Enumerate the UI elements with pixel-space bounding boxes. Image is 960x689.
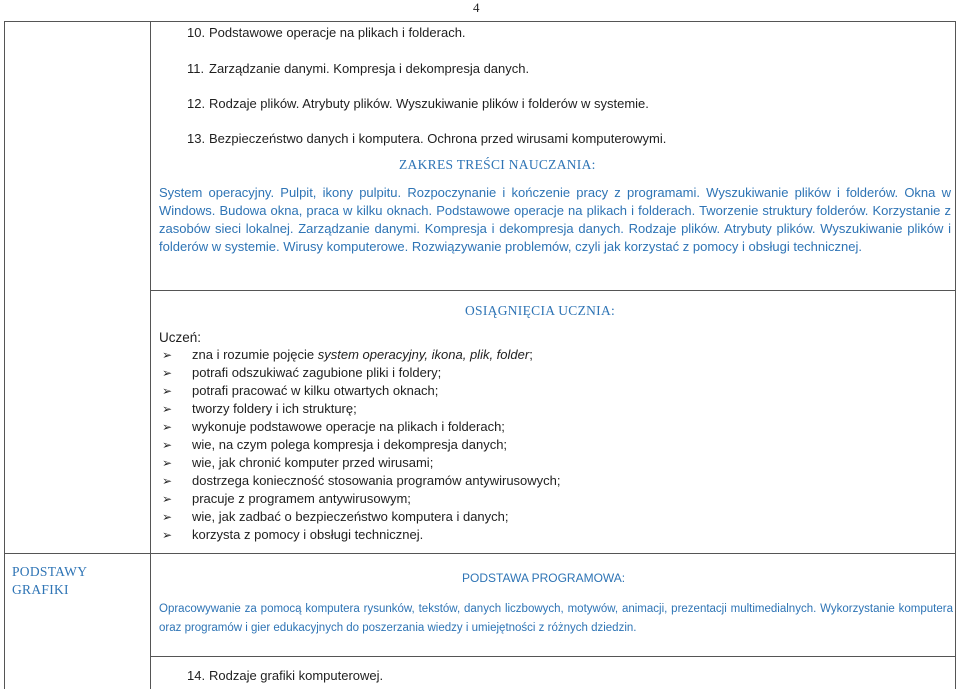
table-left-border bbox=[4, 21, 5, 689]
section-label-line: PODSTAWY bbox=[12, 564, 88, 579]
scope-heading: ZAKRES TREŚCI NAUCZANIA: bbox=[399, 157, 596, 172]
topic-item: 13. Bezpieczeństwo danych i komputera. Ochrona przed wirusami komputerowymi. bbox=[187, 131, 667, 146]
arrow-bullet-icon: ➢ bbox=[162, 438, 173, 452]
arrow-bullet-icon: ➢ bbox=[162, 348, 173, 362]
table-column-divider bbox=[150, 21, 151, 689]
table-top-border bbox=[4, 21, 956, 22]
achievement-item: ➢ wie, na czym polega kompresja i dekompresja danych; bbox=[162, 437, 508, 452]
arrow-bullet-icon: ➢ bbox=[162, 384, 173, 398]
topic-item: 14. Rodzaje grafiki komputerowej. bbox=[187, 668, 384, 683]
achievement-item: ➢ potrafi odszukiwać zagubione pliki i foldery; bbox=[162, 365, 442, 380]
arrow-bullet-icon: ➢ bbox=[162, 456, 173, 470]
program-heading: PODSTAWA PROGRAMOWA: bbox=[462, 571, 626, 585]
achievements-heading: OSIĄGNIĘCIA UCZNIA: bbox=[465, 303, 616, 318]
scope-text: System operacyjny. Pulpit, ikony pulpitu. Rozpoczynanie i kończenie pracy z programami. Wyszukiwanie plików i folderów. Okna w Windows. Budowa okna, praca w kilku oknach. Podstawowe operacje na plikach i folderach. Tworzenie struktury folderów. Korzystanie z zasobów sieci lokalnej. Zarządzanie danymi. Kompresja i dekompresja danych. Rodzaje plików. Atrybuty plików. Wyszukiwanie plików i folderów w systemie. Wirusy komputerowe. Rozwiązywanie problemów, czyli jak korzystać z pomocy i obsługi technicznej. bbox=[159, 185, 951, 254]
student-label: Uczeń: bbox=[159, 330, 202, 345]
achievement-item: ➢ wie, jak chronić komputer przed wirusami; bbox=[162, 455, 434, 470]
arrow-bullet-icon: ➢ bbox=[162, 420, 173, 434]
arrow-bullet-icon: ➢ bbox=[162, 510, 173, 524]
topic-item: 10. Podstawowe operacje na plikach i folderach. bbox=[187, 25, 466, 40]
achievement-item: ➢ zna i rozumie pojęcie system operacyjny, ikona, plik, folder; bbox=[162, 347, 533, 362]
table-right-border bbox=[955, 21, 956, 689]
arrow-bullet-icon: ➢ bbox=[162, 366, 173, 380]
achievement-item: ➢ wie, jak zadbać o bezpieczeństwo komputera i danych; bbox=[162, 509, 509, 524]
page-number: 4 bbox=[473, 0, 480, 15]
program-text: Opracowywanie za pomocą komputera rysunków, tekstów, danych liczbowych, motywów, animacji, prezentacji multimedialnych. Wykorzystanie komputera oraz programów i gier edukacyjnych do poszerzania wiedzy i umiejętności z różnych dziedzin. bbox=[159, 603, 953, 634]
topic-item: 12. Rodzaje plików. Atrybuty plików. Wyszukiwanie plików i folderów w systemie. bbox=[187, 96, 649, 111]
achievement-item: ➢ wykonuje podstawowe operacje na plikach i folderach; bbox=[162, 419, 505, 434]
achievement-item: ➢ dostrzega konieczność stosowania programów antywirusowych; bbox=[162, 473, 561, 488]
row-divider-3 bbox=[151, 656, 955, 657]
row-divider-1 bbox=[151, 290, 955, 291]
arrow-bullet-icon: ➢ bbox=[162, 402, 173, 416]
section-label-line: GRAFIKI bbox=[12, 582, 69, 597]
arrow-bullet-icon: ➢ bbox=[162, 474, 173, 488]
achievement-item: ➢ pracuje z programem antywirusowym; bbox=[162, 491, 411, 506]
arrow-bullet-icon: ➢ bbox=[162, 528, 173, 542]
achievements-list bbox=[162, 346, 561, 544]
achievement-item: ➢ korzysta z pomocy i obsługi technicznej. bbox=[162, 527, 424, 542]
row-divider-2 bbox=[4, 553, 956, 554]
arrow-bullet-icon: ➢ bbox=[162, 492, 173, 506]
achievement-item: ➢ potrafi pracować w kilku otwartych oknach; bbox=[162, 383, 439, 398]
topic-item: 11. Zarządzanie danymi. Kompresja i dekompresja danych. bbox=[187, 61, 530, 76]
achievement-item: ➢ tworzy foldery i ich strukturę; bbox=[162, 401, 357, 416]
section-label bbox=[12, 563, 132, 599]
